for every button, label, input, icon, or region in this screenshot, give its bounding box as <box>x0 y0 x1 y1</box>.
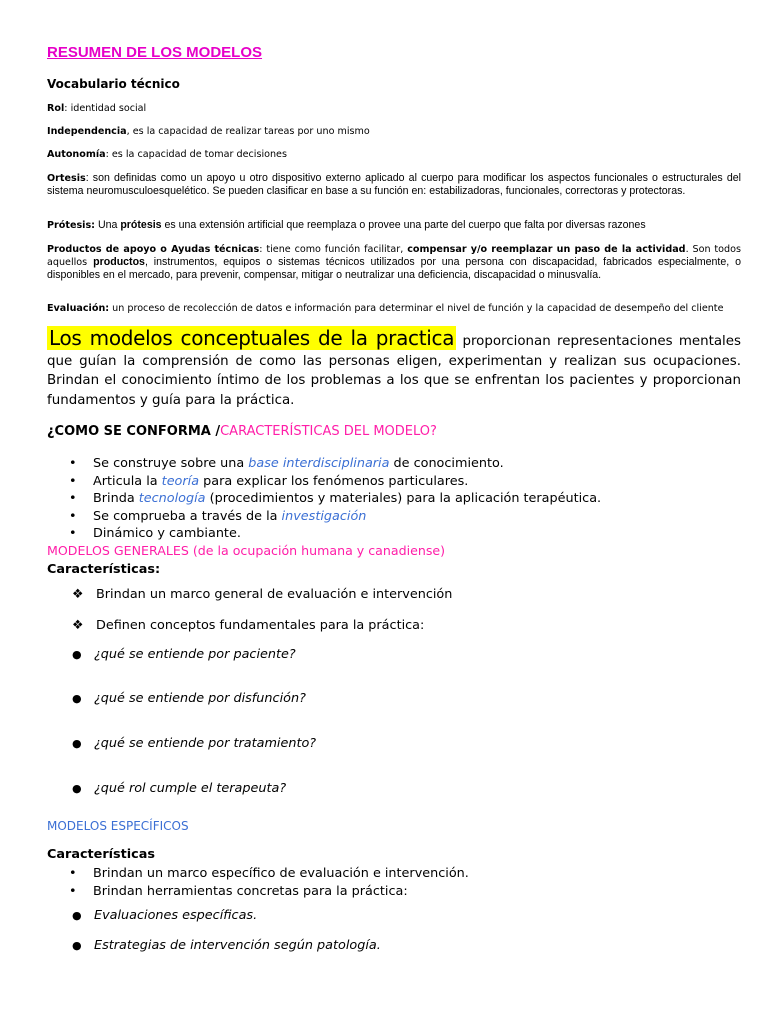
dot-bullet-icon: ● <box>72 782 82 795</box>
question-item <box>72 691 306 706</box>
term-autonomia: Autonomía <box>47 149 106 160</box>
especificos-caracteristicas: Características <box>47 847 156 862</box>
text-productos-bold2: productos <box>93 256 145 268</box>
dot-bullet-icon: ● <box>72 692 82 705</box>
conforma-heading-a: ¿COMO SE CONFORMA / <box>47 424 221 439</box>
item-text: Se construye sobre una <box>93 456 249 471</box>
text-ortesis: : son definidas como un apoyo u otro dispositivo externo aplicado al cuerpo para modificar los aspectos funcionales o estructurales del sistema neuromusculoesquelético. Se pueden clasificar en base a su función en: estabilizadoras, funcionales, correctoras y protectoras. <box>47 172 741 197</box>
text-productos-bold: compensar y/o reemplazar un paso de la actividad <box>407 244 686 255</box>
text-productos-c: , instrumentos, equipos o sistemas técnicos utilizados por una persona con discapacidad, fabricados especialmente, o disponibles en el mercado, para prevenir, compensar, mitigar o neutralizar una deficiencia, discapacidad o minusvalía. <box>47 256 742 281</box>
term-evaluacion: Evaluación: <box>47 303 110 314</box>
definition-ortesis <box>47 172 741 197</box>
text-productos-b: . Son todos aquellos <box>47 244 742 268</box>
question-item <box>72 647 296 662</box>
term-protesis: Prótesis: <box>47 220 95 231</box>
question-text: ¿qué se entiende por disfunción? <box>94 691 306 706</box>
item-text: para explicar los fenómenos particulares. <box>199 473 469 489</box>
conforma-heading <box>47 424 437 439</box>
conforma-list <box>47 455 601 543</box>
item-text: Definen conceptos fundamentales para la práctica: <box>96 618 425 633</box>
vocabulary-heading: Vocabulario técnico <box>47 77 180 91</box>
generales-caracteristicas: Características: <box>47 562 161 577</box>
generales-title: MODELOS GENERALES (de la ocupación humana y canadiense) <box>47 543 446 558</box>
definition-productos <box>47 243 741 281</box>
bullet-icon: • <box>69 473 77 489</box>
item-text: Brinda <box>93 491 139 507</box>
item-text: (procedimientos y materiales) para la aplicación terapéutica. <box>205 491 602 507</box>
item-text: Dinámico y cambiante. <box>93 526 241 542</box>
text-rol: : identidad social <box>64 103 147 114</box>
bullet-icon: • <box>69 526 77 542</box>
list-item <box>47 883 469 901</box>
item-text: de conocimiento. <box>389 456 504 471</box>
list-item <box>47 473 601 491</box>
specific-text: Estrategias de intervención según patología. <box>94 938 381 953</box>
text-protesis-b: es una extensión artificial que reemplaza o provee una parte del cuerpo que falta por diversas razones <box>161 219 646 231</box>
question-text: ¿qué se entiende por tratamiento? <box>94 736 317 751</box>
text-protesis-bold: prótesis <box>120 219 162 231</box>
question-text: ¿qué rol cumple el terapeuta? <box>94 781 287 796</box>
dot-bullet-icon: ● <box>72 648 82 661</box>
bullet-icon: • <box>69 456 77 471</box>
text-independencia: , es la capacidad de realizar tareas por uno mismo <box>126 126 370 137</box>
specific-item <box>72 908 257 923</box>
especificos-title: MODELOS ESPECÍFICOS <box>47 819 189 833</box>
question-text: ¿qué se entiende por paciente? <box>94 647 296 662</box>
item-emphasis: base interdisciplinaria <box>248 456 390 471</box>
item-emphasis: investigación <box>281 508 367 524</box>
item-text: Brindan un marco específico de evaluación e intervención. <box>93 866 469 881</box>
definition-rol <box>47 103 146 115</box>
models-paragraph <box>47 325 741 410</box>
text-autonomia: : es la capacidad de tomar decisiones <box>105 149 287 160</box>
diamond-bullet-icon: ❖ <box>72 587 84 602</box>
item-text: Brindan herramientas concretas para la práctica: <box>93 883 408 899</box>
item-text: Articula la <box>93 473 162 489</box>
list-item <box>47 455 601 473</box>
definition-evaluacion <box>47 303 723 315</box>
list-item <box>72 587 452 602</box>
text-productos-a: : tiene como función facilitar, <box>259 244 408 255</box>
models-paragraph-text: proporcionan representaciones mentales que guían la comprensión de como las personas eligen, experimentan y realizan sus ocupaciones. Brindan el conocimiento íntimo de los problemas a los que se enfrentan los pacientes y proporcionan fundamentos y guía para la práctica. <box>47 334 741 408</box>
list-item <box>72 618 424 633</box>
specific-item <box>72 938 381 953</box>
conforma-heading-b: CARACTERÍSTICAS DEL MODELO? <box>220 424 437 439</box>
specific-text: Evaluaciones específicas. <box>94 908 258 923</box>
bullet-icon: • <box>69 866 77 881</box>
diamond-bullet-icon: ❖ <box>72 618 84 633</box>
bullet-icon: • <box>69 508 77 524</box>
dot-bullet-icon: ● <box>72 939 82 952</box>
list-item <box>47 508 601 526</box>
question-item <box>72 736 316 751</box>
text-protesis-a: Una <box>95 219 121 231</box>
item-emphasis: tecnología <box>138 491 206 507</box>
list-item <box>47 865 469 883</box>
item-emphasis: teoría <box>161 473 200 489</box>
list-item <box>47 525 601 543</box>
dot-bullet-icon: ● <box>72 909 82 922</box>
document-title: RESUMEN DE LOS MODELOS <box>47 44 263 61</box>
term-independencia: Independencia <box>47 126 127 137</box>
text-evaluacion: un proceso de recolección de datos e información para determinar el nivel de función y la capacidad de desempeño del cliente <box>109 303 724 314</box>
bullet-icon: • <box>69 491 77 507</box>
list-item <box>47 490 601 508</box>
dot-bullet-icon: ● <box>72 737 82 750</box>
term-rol: Rol <box>47 103 65 114</box>
definition-autonomia <box>47 149 287 161</box>
especificos-list <box>47 865 469 900</box>
highlighted-heading: Los modelos conceptuales de la practica <box>49 326 455 350</box>
definition-protesis <box>47 219 646 232</box>
term-ortesis: Ortesis <box>47 173 86 184</box>
item-text: Brindan un marco general de evaluación e intervención <box>96 587 453 602</box>
definition-independencia <box>47 126 370 138</box>
bullet-icon: • <box>69 883 77 899</box>
question-item <box>72 781 286 796</box>
term-productos: Productos de apoyo o Ayudas técnicas <box>47 244 260 255</box>
item-text: Se comprueba a través de la <box>93 508 282 524</box>
